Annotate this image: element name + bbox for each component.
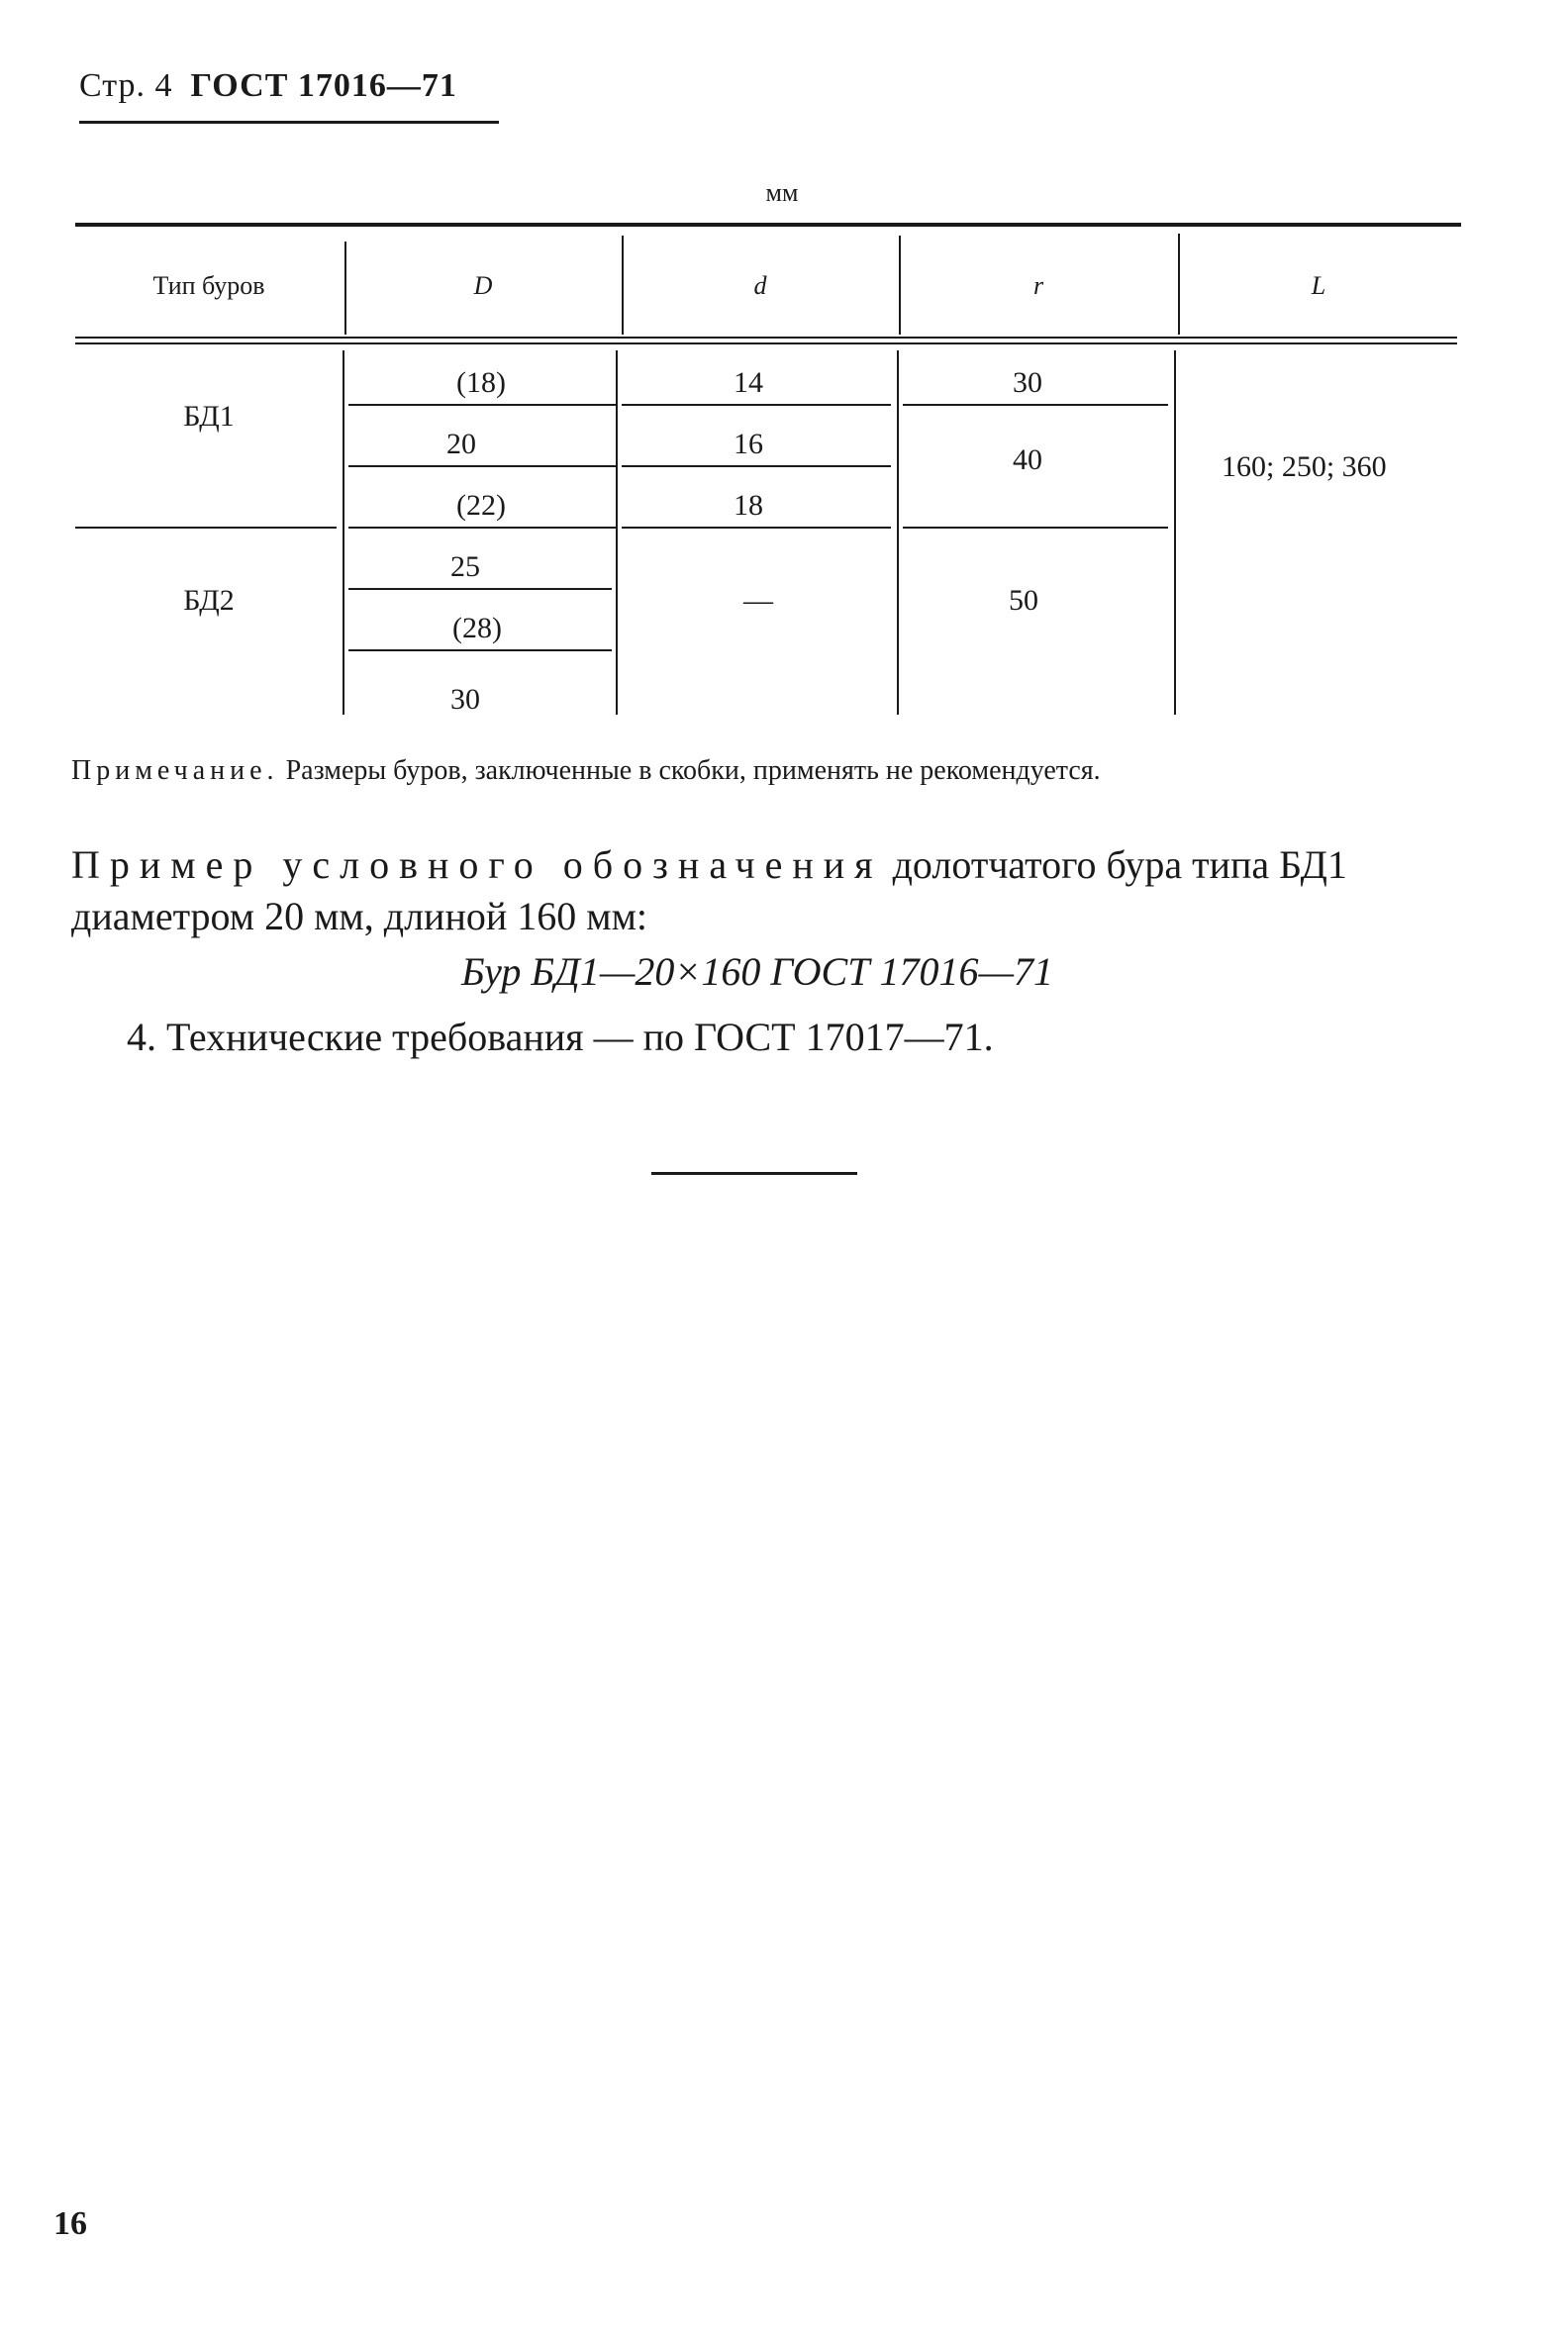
page-reference: Стр. 4: [79, 67, 173, 104]
note-label: Примечание.: [71, 755, 279, 786]
type-cell: БД1: [183, 400, 235, 433]
note-text: Размеры буров, заключенные в скобки, применять не рекомендуется.: [285, 755, 1101, 786]
header-bottom-rule-2: [75, 342, 1457, 344]
D-row-separator: [348, 404, 616, 406]
column-header-r: r: [1032, 271, 1044, 300]
example-text: долотчатого бура типа БД1 диаметром 20 мм, длиной 160 мм:: [71, 842, 1347, 938]
D-cell: 20: [446, 428, 476, 460]
r-cell: 50: [1009, 584, 1038, 617]
example-label: Пример условного обозначения: [71, 842, 883, 887]
body-divider: [897, 350, 899, 715]
header-underline: [79, 121, 499, 124]
D-row-separator: [348, 527, 616, 529]
D-cell: (28): [452, 612, 502, 644]
requirements-clause: 4. Технические требования — по ГОСТ 17017—71.: [127, 1015, 994, 1059]
L-cell: 160; 250; 360: [1222, 450, 1387, 483]
group-separator: [75, 527, 337, 529]
D-row-separator: [348, 649, 612, 651]
type-cell: БД2: [183, 584, 235, 617]
D-row-separator: [348, 588, 612, 590]
r-row-separator: [903, 404, 1168, 406]
body-divider: [616, 350, 618, 715]
section-end-rule: [651, 1172, 857, 1175]
r-cell: 30: [1013, 366, 1042, 399]
example-paragraph: [71, 839, 1477, 942]
body-divider: [1174, 350, 1176, 715]
column-header-L: L: [1311, 271, 1326, 300]
d-row-separator: [622, 527, 891, 529]
table-unit: мм: [765, 178, 799, 207]
d-cell: —: [743, 584, 773, 617]
D-cell: 25: [450, 550, 480, 583]
D-cell: (18): [456, 366, 506, 399]
r-row-separator: [903, 527, 1168, 529]
d-row-separator: [622, 465, 891, 467]
d-cell: 16: [734, 428, 763, 460]
table-top-rule: [75, 223, 1461, 227]
example-designation: Бур БД1—20×160 ГОСТ 17016—71: [460, 949, 1054, 994]
running-header: [79, 67, 457, 105]
column-header-type: Тип буров: [152, 271, 265, 300]
standard-number: ГОСТ 17016—71: [190, 67, 457, 104]
d-row-separator: [622, 404, 891, 406]
body-divider: [343, 350, 344, 715]
d-cell: 14: [734, 366, 763, 399]
column-header-D: D: [473, 271, 493, 300]
table-note: [71, 752, 1457, 790]
page-number: 16: [53, 2205, 87, 2242]
D-cell: 30: [450, 683, 480, 716]
D-row-separator: [348, 465, 616, 467]
r-cell: 40: [1013, 443, 1042, 476]
header-bottom-rule-1: [75, 337, 1457, 339]
column-header-d: d: [753, 271, 767, 300]
d-cell: 18: [734, 489, 763, 522]
D-cell: (22): [456, 489, 506, 522]
